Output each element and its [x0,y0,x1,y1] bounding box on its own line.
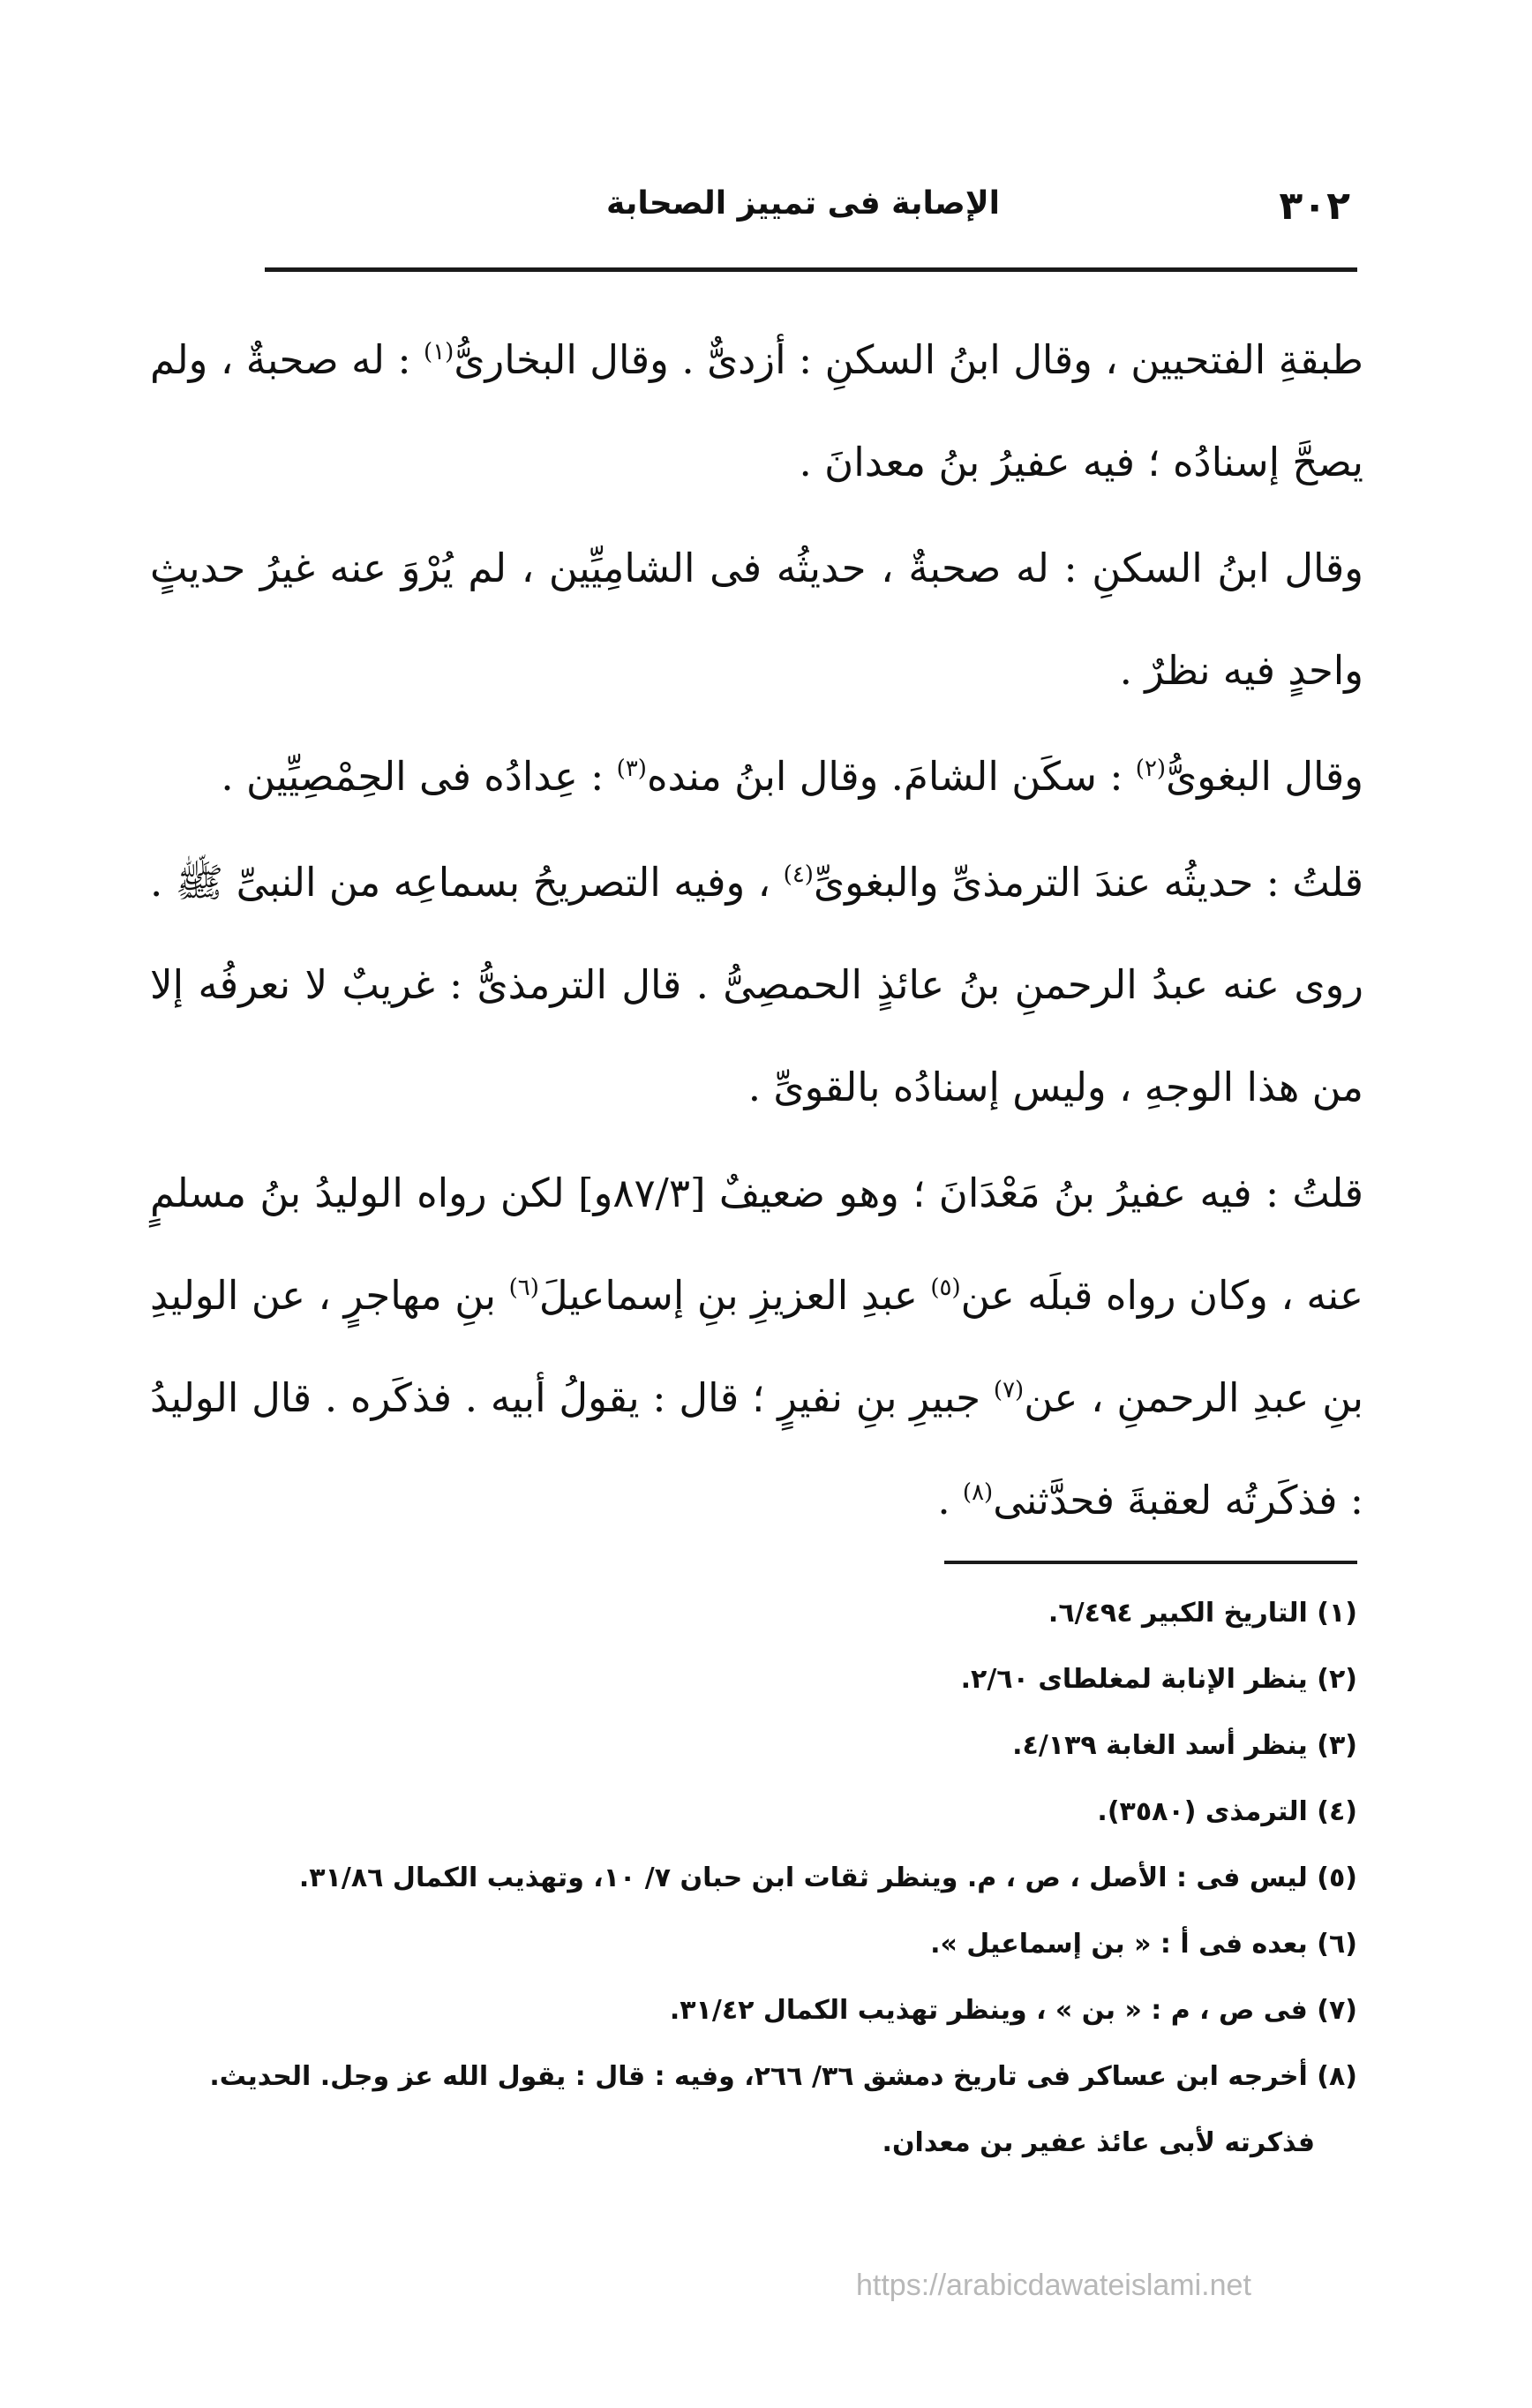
paragraph-text: ، وفيه التصريحُ بسماعِه من النبىِّ ﷺ . روى عنه عبدُ الرحمنِ بنُ عائذٍ الحمصِىُّ . قال الترمذىُّ : غريبٌ لا نعرفُه إلا من هذا الوجهِ ، وليس إسنادُه بالقوىِّ . [150,859,1363,1110]
footnote-text: أخرجه ابن عساكر فى تاريخ دمشق ٣٦/ ٢٦٦، وفيه : قال : يقول الله عز وجل. الحديث. [209,2061,1308,2092]
footnote-text: التاريخ الكبير ٦/٤٩٤. [1048,1598,1308,1629]
footnote-text: الترمذى (٣٥٨٠). [1097,1796,1308,1827]
paragraph-text: : له صحبةٌ ، ولم يصحَّ إسنادُه ؛ فيه عفيرُ بنُ معدانَ . [150,336,1363,485]
footnote-number: (٦) [1317,1929,1357,1960]
footnote-2 [194,1646,1357,1712]
footnote-marker-7: (٧) [993,1377,1025,1403]
footnote-rule [944,1561,1357,1564]
footnote-marker-6: (٦) [508,1275,539,1301]
footnote-text: ليس فى : الأصل ، ص ، م. وينظر ثقات ابن حبان ٧/ ١٠، وتهذيب الكمال ٣١/٨٦. [298,1862,1308,1893]
paragraph-text: بنِ مهاجرٍ ، عن الوليدِ بنِ عبدِ الرحمنِ ، عن [150,1272,1363,1421]
footnotes [194,1580,1357,2176]
footnote-number: (١) [1317,1598,1357,1629]
footnote-4 [194,1779,1357,1845]
paragraph-4 [150,832,1363,1139]
paragraph-text: : عِدادُه فى الحِمْصِيِّين . [221,753,617,800]
paragraph-2 [150,517,1363,722]
footnote-number: (٨) [1317,2061,1357,2092]
header-rule [265,267,1357,272]
footnote-marker-5: (٥) [930,1275,961,1301]
paragraph-text: جبيرِ بنِ نفيرٍ ؛ قال : يقولُ أبيه . فذكَره . قال الوليدُ : فذكَرتُه لعقبةَ فحدَّثنى [150,1374,1363,1524]
book-title: الإصابة فى تمييز الصحابة [606,185,1000,222]
paragraph-text: قلتُ : فيه عفيرُ بنُ مَعْدَانَ ؛ وهو ضعيفٌ [٨٧/٣و] لكن رواه الوليدُ بنُ مسلمٍ عنه ، وكان رواه قبلَه عن [150,1170,1363,1319]
footnote-text: ينظر أسد الغابة ٤/١٣٩. [1012,1730,1308,1761]
footnote-marker-3: (٣) [616,756,647,782]
footnote-3 [194,1712,1357,1779]
running-header [265,177,1350,238]
main-text [150,309,1363,1555]
footnote-1 [194,1580,1357,1646]
paragraph-text: : سكَن الشامَ. وقال ابنُ منده [646,753,1136,800]
footnote-number: (٣) [1317,1730,1357,1761]
footnote-marker-1: (١) [424,339,454,365]
footnote-text: فى ص ، م : « بن » ، وينظر تهذيب الكمال ٣١/٤٢. [669,1995,1308,2026]
paragraph-1 [150,309,1363,514]
paragraph-5 [150,1142,1363,1552]
page-number: ٣٠٢ [1279,184,1350,229]
footnote-8 [194,2043,1357,2176]
footnote-marker-8: (٨) [962,1479,994,1506]
paragraph-text: وقال ابنُ السكنِ : له صحبةٌ ، حديثُه فى الشامِيِّين ، لم يُرْوَ عنه غيرُ حديثٍ واحدٍ فيه نظرٌ . [150,545,1363,694]
footnote-7 [194,1977,1357,2043]
footnote-text: ينظر الإنابة لمغلطاى ٢/٦٠. [960,1664,1308,1695]
paragraph-text: طبقةِ الفتحيين ، وقال ابنُ السكنِ : أزدىٌّ . وقال البخارىُّ [454,336,1363,383]
footnote-5 [194,1845,1357,1911]
paragraph-text: عبدِ العزيزِ بنِ إسماعيلَ [538,1272,931,1319]
footnote-marker-4: (٤) [783,862,814,888]
watermark-url: https://arabicdawateislami.net [856,2269,1251,2302]
footnote-number: (٢) [1317,1664,1357,1695]
paragraph-3 [150,726,1363,828]
footnote-number: (٤) [1317,1796,1357,1827]
footnote-marker-2: (٢) [1135,756,1167,782]
footnote-6 [194,1911,1357,1977]
paragraph-text: قلتُ : حديثُه عندَ الترمذىِّ والبغوىِّ [813,859,1363,906]
footnote-text: بعده فى أ : « بن إسماعيل ». [930,1929,1308,1960]
footnote-number: (٥) [1317,1862,1357,1893]
footnote-continuation: فذكرته لأبى عائذ عفير بن معدان. [882,2127,1315,2158]
footnote-number: (٧) [1317,1995,1357,2026]
paragraph-text: . [937,1477,963,1524]
paragraph-text: وقال البغوىُّ [1166,753,1363,800]
